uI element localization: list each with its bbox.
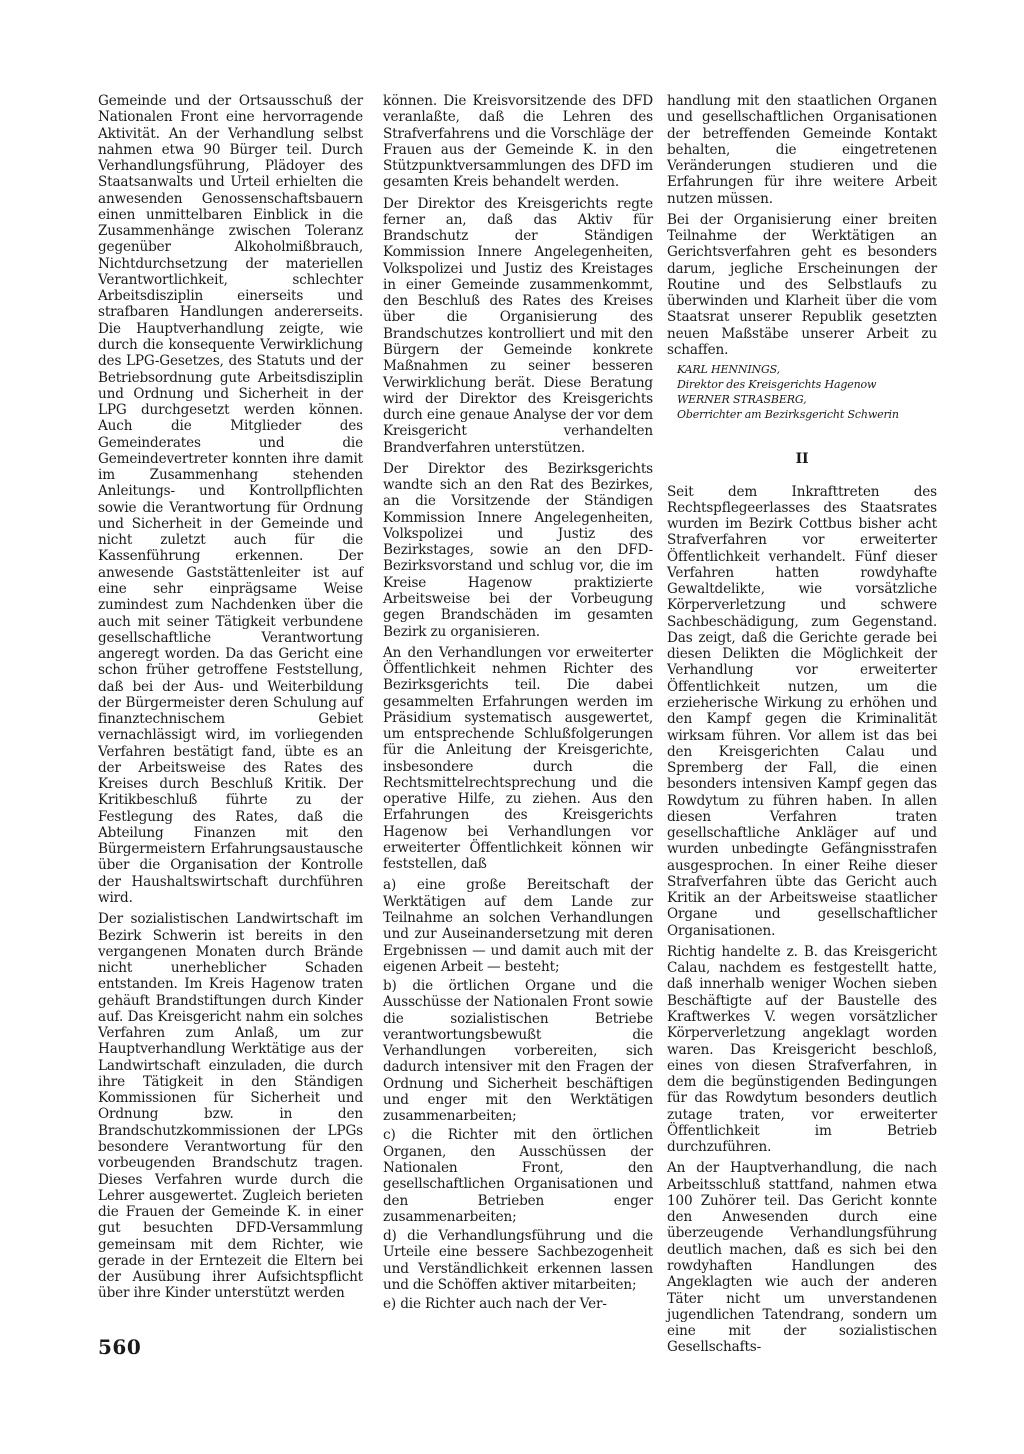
text-column-middle xyxy=(383,93,653,1315)
author-title: Direktor des Kreisgerichts Hagenow xyxy=(677,378,877,392)
author-title: Oberrichter am Bezirksgericht Schwerin xyxy=(677,408,899,422)
paragraph: An der Hauptverhandlung, die nach Arbeitsschluß stattfand, nahmen etwa 100 Zuhörer teil. Das Gericht konnte den Anwesenden durch eine überzeugende Verhandlungsführung deutlich machen, daß es sich bei den rowdyhaften Handlungen des Angeklagten wie auch der anderen Täter nicht um unverstandenen jugendlichen Tatendrang, sondern um eine mit der sozialistischen Gesellschafts- xyxy=(667,1160,937,1356)
paragraph: Seit dem Inkrafttreten des Rechtspflegeerlasses des Staatsrates wurden im Bezirk Cottbus bisher acht Strafverfahren vor erweiterter Öffentlichkeit verhandelt. Fünf dieser Verfahren hatten rowdyhafte Gewaltdelikte, wie vorsätzliche Körperverletzung und schwere Sachbeschädigung, zum Gegenstand. Das zeigt, daß die Gerichte gerade bei diesen Delikten die Möglichkeit der Verhandlung vor erweiterter Öffentlichkeit nutzen, um die erzieherische Wirkung zu erhöhen und den Kampf gegen die Kriminalität wirksam führen. Vor allem ist das bei den Kreisgerichten Calau und Spremberg der Fall, die einen besonders intensiven Kampf gegen das Rowdytum zu führen haben. In allen diesen Verfahren traten gesellschaftliche Ankläger auf und wurden unbedingte Gefängnisstrafen ausgesprochen. In einer Reihe dieser Strafverfahren übte das Gericht auch Kritik an der Arbeitsweise staatlicher Organe und gesellschaftlicher Organisationen. xyxy=(667,483,937,939)
paragraph: handlung mit den staatlichen Organen und gesellschaftlichen Organisationen der betreffenden Gemeinde Kontakt behalten, die eingetretenen Veränderungen studieren und die Erfahrungen für ihre weitere Arbeit nutzen müssen. xyxy=(667,93,937,207)
list-item: e) die Richter auch nach der Ver- xyxy=(383,1296,607,1313)
paragraph: An den Verhandlungen vor erweiterter Öffentlichkeit nehmen Richter des Bezirksgerichts teil. Die dabei gesammelten Erfahrungen werden im Präsidium systematisch ausgewertet, um entsprechende Schlußfolgerungen für die Anleitung der Kreisgerichte, insbesondere durch die Rechtsmittelrechtsprechung und die operative Hilfe, zu ziehen. Aus den Erfahrungen des Kreisgerichts Hagenow bei Verhandlungen vor erweiterter Öffentlichkeit können wir feststellen, daß xyxy=(383,644,653,873)
list-item: a) eine große Bereitschaft der Werktätigen auf dem Lande zur Teilnahme an solchen Verhandlungen und zur Auseinandersetzung mit deren Ergebnissen — und damit auch mit der eigenen Arbeit — besteht; xyxy=(383,877,653,975)
paragraph: Richtig handelte z. B. das Kreisgericht Calau, nachdem es festgestellt hatte, daß innerhalb weniger Wochen sieben Beschäftigte auf der Baustelle des Kraftwerkes V. wegen vorsätzlicher Körperverletzung angeklagt worden waren. Das Kreisgericht beschloß, eines von diesen Strafverfahren, in dem die begünstigenden Bedingungen für das Rowdytum besonders deutlich zutage traten, vor erweiterter Öffentlichkeit im Betrieb durchzuführen. xyxy=(667,943,937,1156)
list-item: d) die Verhandlungsführung und die Urteile eine bessere Sachbezogenheit und Verständlichkeit erkennen lassen und die Schöffen aktiver mitarbeiten; xyxy=(383,1228,653,1293)
paragraph: können. Die Kreisvorsitzende des DFD veranlaßte, daß die Lehren des Strafverfahrens und die Vorschläge der Frauen aus der Gemeinde K. in den Stützpunktversammlungen des DFD im gesamten Kreis behandelt werden. xyxy=(383,93,653,191)
paragraph: Der Direktor des Bezirksgerichts wandte sich an den Rat des Bezirkes, an die Vorsitzende der Ständigen Kommission Innere Angelegenheiten, Volkspolizei und Justiz des Bezirkstages, sowie an den DFD-Bezirksvorstand und schlug vor, die im Kreise Hagenow praktizierte Arbeitsweise bei der Vorbeugung gegen Brandschäden im gesamten Bezirk zu organisieren. xyxy=(383,460,653,640)
section-heading: II xyxy=(795,451,809,468)
text-column-right xyxy=(667,93,937,1361)
paragraph: Gemeinde und der Ortsausschuß der Nationalen Front eine hervorragende Aktivität. An der Verhandlung selbst nahmen etwa 90 Bürger teil. Durch Verhandlungsführung, Plädoyer des Staatsanwalts und Urteil erhielten die anwesenden Genossenschaftsbauern einen unmittelbaren Einblick in die Zusammenhänge zwischen Toleranz gegenüber Alkoholmißbrauch, Nichtdurchsetzung der materiellen Verantwortlichkeit, schlechter Arbeitsdisziplin einerseits und strafbaren Handlungen andererseits. Die Hauptverhandlung zeigte, wie durch die konsequente Verwirklichung des LPG-Gesetzes, des Statuts und der Betriebsordnung gute Arbeitsdisziplin und Ordnung und Sicherheit in der LPG durchgesetzt werden können. Auch die Mitglieder des Gemeinderates und die Gemeindevertreter konnten ihre damit im Zusammenhang stehenden Anleitungs- und Kontrollpflichten sowie die Verantwortung für Ordnung und Sicherheit in der Gemeinde und nicht zuletzt auch für die Kassenführung erkennen. Der anwesende Gaststättenleiter ist auf eine sehr einprägsame Weise zumindest zum Nachdenken über die auch mit seiner Tätigkeit verbundene gesellschaftliche Verantwortung angeregt worden. Da das Gericht eine schon früher getroffene Feststellung, daß bei der Aus- und Weiterbildung der Bürgermeister deren Schulung auf finanztechnischem Gebiet vernachlässigt wird, im vorliegenden Verfahren bestätigt fand, übte es an der Arbeitsweise des Rates des Kreises durch Beschluß Kritik. Der Kritikbeschluß führte zu der Festlegung des Rates, daß die Abteilung Finanzen mit den Bürgermeistern Erfahrungsaustausche über die Organisation der Kontrolle der Haushaltswirtschaft durchführen wird. xyxy=(98,93,363,907)
page-number: 560 xyxy=(98,1335,142,1359)
list-item: c) die Richter mit den örtlichen Organen, den Ausschüssen der Nationalen Front, den gesellschaftlichen Organisationen und den Betrieben enger zusammenarbeiten; xyxy=(383,1127,653,1225)
list-item: b) die örtlichen Organe und die Ausschüsse der Nationalen Front sowie die sozialistischen Betriebe verantwortungsbewußt die Verhandlungen vorbereiten, sich dadurch intensiver mit den Fragen der Ordnung und Sicherheit beschäftigen und enger mit den Werktätigen zusammenarbeiten; xyxy=(383,978,653,1125)
author-name: KARL HENNINGS, xyxy=(677,363,780,377)
paragraph: Der Direktor des Kreisgerichts regte ferner an, daß das Aktiv für Brandschutz der Ständigen Kommission Innere Angelegenheiten, Volkspolizei und Justiz des Kreistages in einer Gemeinde zusammenkommt, den Beschluß des Rates des Kreises über die Organisierung des Brandschutzes kontrolliert und mit den Bürgern der Gemeinde konkrete Maßnahmen zu seiner besseren Verwirklichung berät. Diese Beratung wird der Direktor des Kreisgerichts durch eine genaue Analyse der vor dem Kreisgericht verhandelten Brandverfahren unterstützen. xyxy=(383,195,653,456)
text-column-left xyxy=(98,93,363,1307)
paragraph: Bei der Organisierung einer breiten Teilnahme der Werktätigen an Gerichtsverfahren geht es besonders darum, jegliche Erscheinungen der Routine und des Selbstlaufs zu überwinden und Klarheit über die vom Staatsrat unserer Republik gesetzten neuen Maßstäbe unserer Arbeit zu schaffen. xyxy=(667,211,937,358)
author-name: WERNER STRASBERG, xyxy=(677,393,807,407)
paragraph: Der sozialistischen Landwirtschaft im Bezirk Schwerin ist bereits in den vergangenen Monaten durch Brände nicht unerheblicher Schaden entstanden. Im Kreis Hagenow traten gehäuft Brandstiftungen durch Kinder auf. Das Kreisgericht nahm ein solches Verfahren zum Anlaß, um zur Hauptverhandlung Werktätige aus der Landwirtschaft einzuladen, die durch ihre Tätigkeit in den Ständigen Kommissionen für Sicherheit und Ordnung bzw. in den Brandschutzkommissionen der LPGs besondere Verantwortung für den vorbeugenden Brandschutz tragen. Dieses Verfahren wurde durch die Lehrer ausgewertet. Zugleich berieten die Frauen der Gemeinde K. in einer gut besuchten DFD-Versammlung gemeinsam mit dem Richter, wie gerade in der Erntezeit die Eltern bei der Ausübung ihrer Aufsichtspflicht über ihre Kinder unterstützt werden xyxy=(98,911,363,1302)
